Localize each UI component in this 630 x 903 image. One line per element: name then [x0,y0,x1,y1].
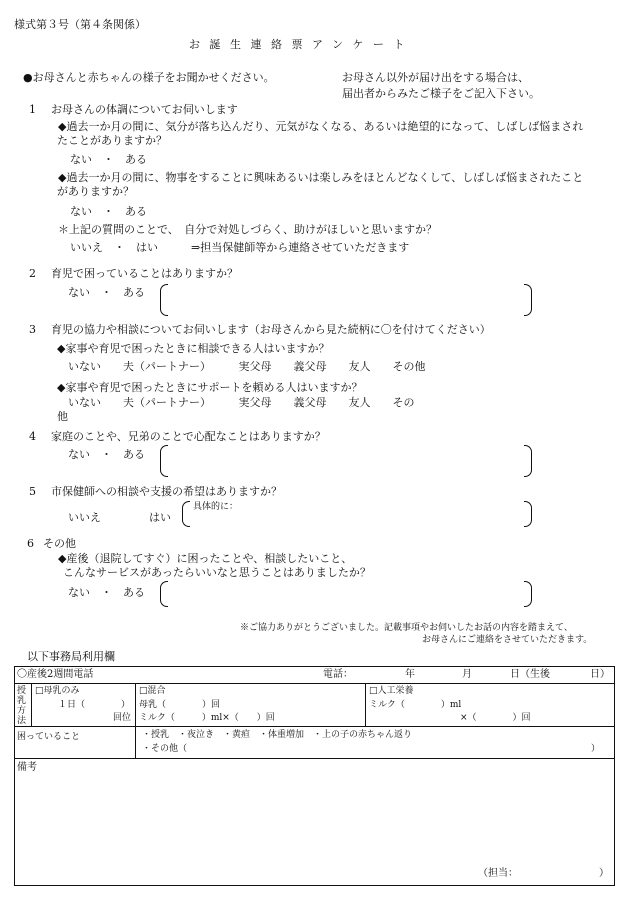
q2-bracket-right [524,284,532,316]
breast-per-day-field[interactable]: １日（ ） [58,700,131,710]
q5-specific-label: 具体的に： [193,502,239,512]
table-vline-label [31,683,32,726]
staff-close: ） [599,868,609,879]
q6-bracket-left [160,581,168,607]
q6-heading: その他 [43,537,76,550]
q2-number: 2 [29,267,36,280]
times-unit-label: 回位 [113,713,132,723]
form-number: 様式第３号（第４条関係） [14,18,146,31]
formula-checkbox[interactable]: □人工栄養 [369,686,414,696]
q1a-answers[interactable]: ない ・ ある [70,153,147,166]
day-after-birth-label: 日（生後 [510,669,550,680]
mixed-checkbox[interactable]: □混合 [139,686,166,696]
q4-bracket-right [524,445,532,477]
phone-label: 電話： [323,669,353,680]
q6-answers[interactable]: ない ・ ある [68,586,145,599]
q6-bracket-right [524,581,532,607]
q3a-options[interactable]: いない 夫（パートナー） 実父母 義父母 友人 その他 [68,360,426,373]
q4-number: 4 [29,430,36,443]
q2-answers[interactable]: ない ・ ある [68,286,145,299]
q1a-question-cont: たことがありますか？ [57,134,167,147]
q1-heading: お母さんの体調についてお伺いします [51,103,238,116]
formula-milk-field[interactable]: ミルク（ ）ml [369,700,462,710]
q3b-options[interactable]: いない 夫（パートナー） 実父母 義父母 友人 その [68,396,415,409]
q1b-answers[interactable]: ない ・ ある [70,205,147,218]
table-divider-1 [14,683,615,684]
q4-answers[interactable]: ない ・ ある [68,448,145,461]
intro-text: ●お母さんと赤ちゃんの様子をお聞かせください。 [23,71,275,84]
thanks-line2: お母さんにご連絡をさせていただきます。 [422,635,593,645]
q1a-question: ◆過去一か月の間に、気分が落ち込んだり、元気がなくなる、あるいは絶望的になって、しばしば悩まされ [58,120,584,133]
q6-question-cont: こんなサービスがあったらいいなと思うことはありましたか？ [63,566,371,579]
year-label: 年 [405,669,415,680]
q5-bracket-right [524,501,532,527]
q5-number: 5 [29,485,36,498]
staff-label: （担当： [478,868,518,879]
q1c-answers[interactable]: いいえ ・ はい ⇒担当保健師等から連絡させていただきます [70,241,410,254]
q1-number: 1 [29,103,36,116]
troubles-other-field[interactable]: ・その他（ [142,744,188,754]
table-vline-b [365,683,366,726]
q3-number: 3 [29,323,36,336]
office-caption: 以下事務局利用欄 [27,650,115,663]
troubles-other-close: ） [591,744,601,754]
q5-answer-yes[interactable]: はい [149,511,171,524]
mixed-breast-field[interactable]: 母乳（ ）回 [139,700,221,710]
intro-note-line1: お母さん以外が届け出をする場合は、 [342,71,529,84]
q5-bracket-left [182,501,190,527]
q4-bracket-left [160,445,168,477]
q3b-question: ◆家事や育児で困ったときにサポートを頼める人はいますか？ [57,381,363,394]
q2-bracket-left [160,284,168,316]
intro-note-line2: 届出者からみたご様子をご記入下さい。 [342,87,540,100]
breast-only-checkbox[interactable]: □母乳のみ [35,686,80,696]
troubles-options[interactable]: ・授乳 ・夜泣き ・黄疸 ・体重増加 ・上の子の赤ちゃん返り [142,730,413,740]
q3-heading: 育児の協力や相談についてお伺いします（お母さんから見た続柄に〇を付けてください） [51,323,491,336]
table-divider-2 [14,726,615,727]
mixed-milk-field[interactable]: ミルク（ ）ml×（ ）回 [139,713,275,723]
feeding-method-label: 授乳方法 [17,686,27,726]
formula-times-field[interactable]: ×（ ）回 [460,713,531,723]
thanks-line1: ※ご協力ありがとうございました。記載事項やお伺いしたお話の内容を踏まえて、 [240,623,573,633]
remarks-label: 備考 [17,762,37,773]
q1b-question-cont: がありますか？ [57,185,134,198]
postnatal-call-label: 〇産後2週間電話 [17,669,94,680]
q1c-question: ＊上記の質問のことで、 自分で対処しづらく、助けがほしいと思いますか？ [58,223,438,236]
table-vline-a [135,683,136,758]
table-divider-3 [14,758,615,759]
q5-heading: 市保健師への相談や支援の希望はありますか？ [51,485,282,498]
month-label: 月 [462,669,472,680]
days-close-label: 日） [590,669,610,680]
q3a-question: ◆家事や育児で困ったときに相談できる人はいますか？ [57,342,330,355]
q1b-question: ◆過去一か月の間に、物事をすることに興味あるいは楽しみをほとんどなくして、しばしば悩まされたこと [58,171,584,184]
q6-question: ◆産後（退院してすぐ）に困ったことや、相談したいこと、 [58,552,353,565]
q6-number: 6 [27,537,34,550]
q2-heading: 育児で困っていることはありますか？ [51,267,238,280]
q3b-options-wrap: 他 [57,410,68,423]
page-title: お誕生連絡票アンケート [189,38,414,51]
office-use-table [14,666,615,886]
q4-heading: 家庭のことや、兄弟のことで心配なことはありますか？ [51,430,326,443]
troubles-label: 困っていること [17,732,81,742]
q5-answer-no[interactable]: いいえ [68,511,101,524]
